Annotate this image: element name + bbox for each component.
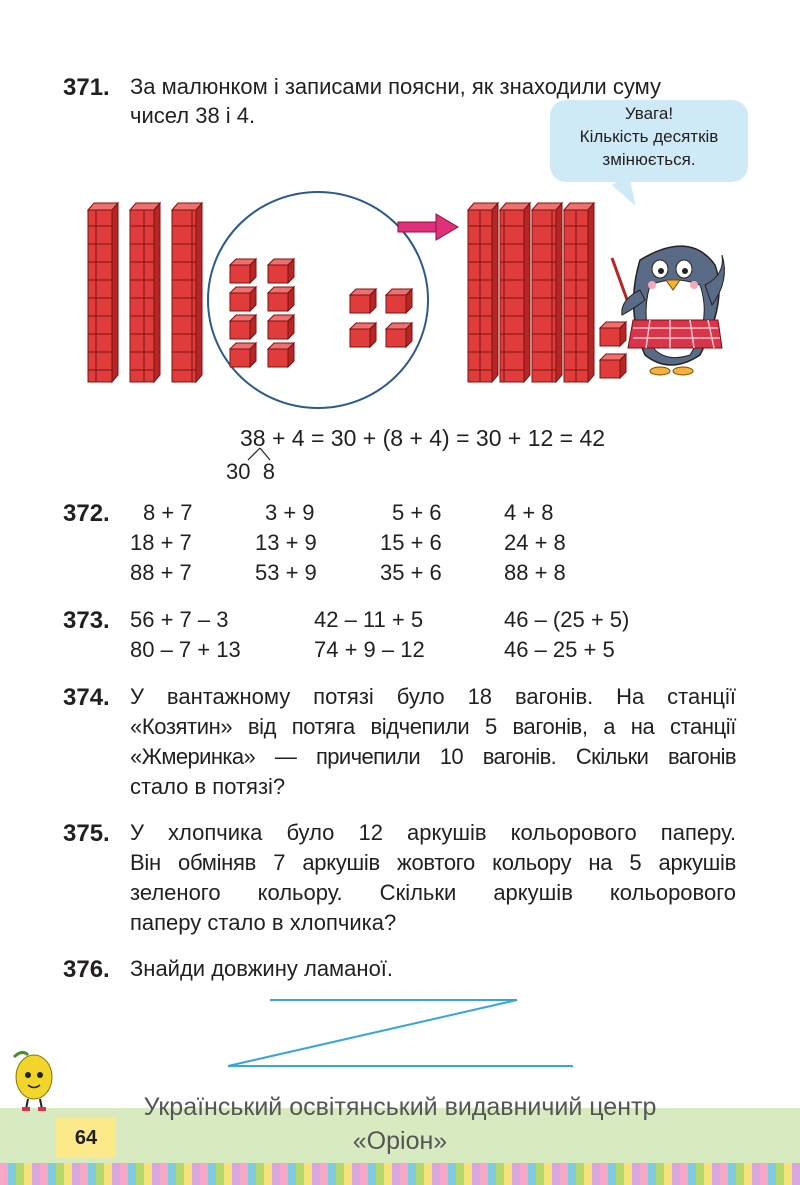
unit-cubes-8	[230, 259, 294, 367]
text-line: У хлопчика було 12 аркушів кольорового паперу.	[130, 820, 736, 845]
expression: 5 + 6	[392, 500, 442, 525]
ten-rod	[130, 203, 160, 382]
expression: 8 + 7	[143, 500, 193, 525]
text-line: паперу стало в хлопчика?	[130, 910, 397, 935]
text-line: «Козятин» від потяга відчепили 5 вагонів, а на станції	[130, 714, 736, 739]
unit-cubes-2	[600, 322, 626, 378]
expression: 53 + 9	[255, 560, 317, 585]
text-line: стало в потязі?	[130, 774, 286, 799]
expression: 74 + 9 – 12	[314, 637, 425, 662]
expression: 18 + 7	[130, 530, 192, 555]
publisher-name-2: «Оріон»	[352, 1127, 448, 1155]
expression: 4 + 8	[504, 500, 554, 525]
publisher-name: Український освітянський видавничий центр	[143, 1093, 657, 1121]
expression: 88 + 8	[504, 560, 566, 585]
expression: 46 – 25 + 5	[504, 637, 615, 662]
exercise-376-text: Знайди довжину ламаної.	[130, 956, 394, 981]
bubble-line-1: Увага!	[624, 104, 674, 123]
expression: 56 + 7 – 3	[130, 607, 229, 632]
expression: 42 – 11 + 5	[314, 607, 424, 632]
text-line: зеленого кольору. Скільки аркушів кольорового	[130, 880, 736, 905]
ten-rod	[88, 203, 118, 382]
unit-cubes-4	[350, 289, 412, 347]
exercise-374-text	[130, 682, 736, 802]
expression: 24 + 8	[504, 530, 566, 555]
bubble-line-2: Кількість десятків	[579, 127, 719, 146]
expression: 46 – (25 + 5)	[504, 607, 630, 632]
expression: 3 + 9	[265, 500, 315, 525]
text-line: «Жмеринка» — причепили 10 вагонів. Скільки вагонів	[130, 744, 736, 769]
expression: 35 + 6	[380, 560, 442, 585]
page-number: 64	[56, 1118, 116, 1158]
exercise-371-line2: чисел 38 і 4.	[130, 103, 256, 128]
exercise-375-text	[130, 818, 736, 938]
exercise-374-number: 374.	[63, 684, 110, 711]
expression: 88 + 7	[130, 560, 192, 585]
penguin-illustration	[612, 246, 724, 375]
bubble-line-3: змінюється.	[602, 150, 696, 169]
text-line: У вантажному потязі було 18 вагонів. На станції	[130, 684, 736, 709]
text-line: Він обміняв 7 аркушів жовтого кольору на 5 аркушів	[130, 850, 736, 875]
decomposition: 30 8	[226, 459, 275, 484]
ten-rod	[172, 203, 202, 382]
expression: 13 + 9	[255, 530, 317, 555]
expression: 15 + 6	[380, 530, 442, 555]
exercise-371-number: 371.	[63, 74, 110, 101]
exercise-376-number: 376.	[63, 956, 110, 983]
speech-bubble	[550, 100, 748, 182]
base-ten-blocks-illustration	[0, 190, 800, 420]
decorative-stripe	[0, 1163, 800, 1185]
exercise-371-line1: За малюнком і записами поясни, як знаходили суму	[130, 74, 661, 99]
exercise-375-number: 375.	[63, 820, 110, 847]
exercise-372-number: 372.	[63, 500, 110, 527]
broken-line-figure	[0, 990, 800, 1070]
expression: 80 – 7 + 13	[130, 637, 241, 662]
ten-rods-right	[468, 203, 594, 382]
ten-rods-left	[88, 203, 202, 382]
equation: 38 + 4 = 30 + (8 + 4) = 30 + 12 = 42	[240, 425, 606, 451]
exercise-373-number: 373.	[63, 607, 110, 634]
